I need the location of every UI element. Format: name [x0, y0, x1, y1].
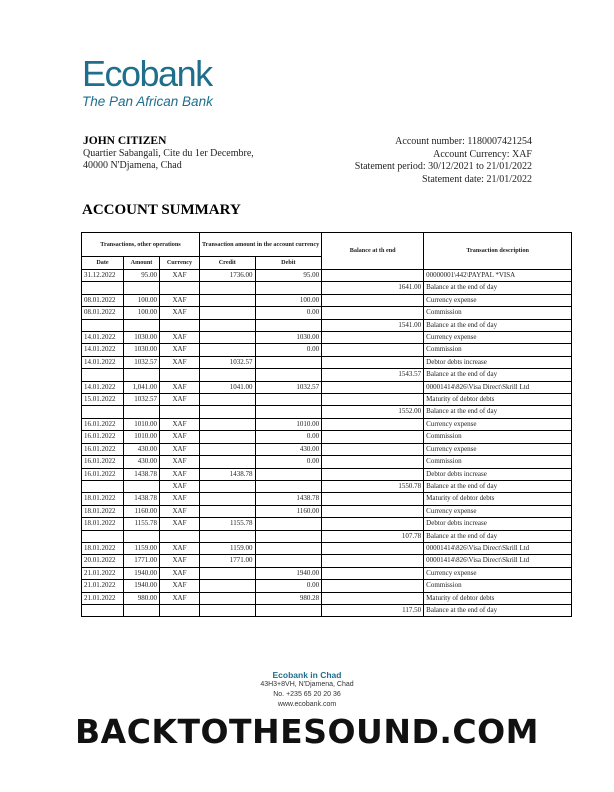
footer: [0, 670, 614, 710]
cell-date: [82, 319, 124, 331]
cell-balance: 117.50: [322, 604, 424, 616]
cell-debit: 1940.00: [255, 567, 322, 579]
cell-description: Maturity of debtor debts: [424, 592, 572, 604]
customer-name: JOHN CITIZEN: [83, 135, 167, 147]
cell-debit: [255, 406, 322, 418]
cell-credit: [200, 406, 256, 418]
cell-credit: [200, 369, 256, 381]
cell-balance: [322, 418, 424, 430]
cell-amount: [124, 604, 160, 616]
cell-description: Commission: [424, 456, 572, 468]
header-credit: Credit: [200, 257, 256, 270]
logo-wordmark: Ecobank: [82, 53, 212, 94]
cell-currency: XAF: [160, 332, 200, 344]
cell-amount: [124, 369, 160, 381]
cell-currency: XAF: [160, 344, 200, 356]
cell-credit: [200, 394, 256, 406]
cell-debit: [255, 555, 322, 567]
cell-debit: 0.00: [255, 456, 322, 468]
cell-description: Commission: [424, 431, 572, 443]
cell-amount: 1010.00: [124, 431, 160, 443]
cell-date: 14.01.2022: [82, 332, 124, 344]
cell-credit: [200, 431, 256, 443]
cell-balance: [322, 344, 424, 356]
cell-debit: 0.00: [255, 580, 322, 592]
cell-balance: [322, 505, 424, 517]
cell-credit: 1438.78: [200, 468, 256, 480]
cell-debit: 1160.00: [255, 505, 322, 517]
header-date: Date: [82, 257, 124, 270]
cell-currency: [160, 406, 200, 418]
cell-date: [82, 604, 124, 616]
cell-description: 00001414\826\Visa Direct\Skrill Ltd: [424, 555, 572, 567]
table-row: [82, 493, 572, 505]
cell-credit: [200, 418, 256, 430]
cell-balance: 1552.00: [322, 406, 424, 418]
cell-currency: [160, 282, 200, 294]
table-row: [82, 456, 572, 468]
table-row: [82, 344, 572, 356]
cell-amount: 430.00: [124, 456, 160, 468]
watermark: BACKTOTHESOUND.COM: [75, 712, 539, 751]
customer-address-line1: Quartier Sabangali, Cite du 1er Decembre,: [83, 147, 254, 159]
cell-credit: 1041.00: [200, 381, 256, 393]
cell-description: Commission: [424, 580, 572, 592]
cell-amount: [124, 406, 160, 418]
cell-description: Balance at the end of day: [424, 319, 572, 331]
cell-balance: 1550.78: [322, 480, 424, 492]
cell-date: 08.01.2022: [82, 307, 124, 319]
cell-balance: [322, 431, 424, 443]
cell-date: 14.01.2022: [82, 344, 124, 356]
cell-debit: [255, 480, 322, 492]
cell-date: 18.01.2022: [82, 493, 124, 505]
cell-description: Currency expense: [424, 443, 572, 455]
cell-date: 16.01.2022: [82, 468, 124, 480]
cell-currency: [160, 604, 200, 616]
cell-currency: XAF: [160, 443, 200, 455]
cell-description: Balance at the end of day: [424, 282, 572, 294]
cell-currency: XAF: [160, 542, 200, 554]
cell-amount: [124, 480, 160, 492]
cell-description: 00001414\826\Visa Direct\Skrill Ltd: [424, 381, 572, 393]
cell-debit: [255, 518, 322, 530]
cell-balance: [322, 456, 424, 468]
cell-date: 18.01.2022: [82, 542, 124, 554]
cell-balance: 107.78: [322, 530, 424, 542]
cell-credit: [200, 580, 256, 592]
cell-balance: [322, 270, 424, 282]
cell-credit: [200, 480, 256, 492]
cell-amount: 100.00: [124, 307, 160, 319]
cell-date: 16.01.2022: [82, 456, 124, 468]
cell-amount: 1155.78: [124, 518, 160, 530]
cell-date: 16.01.2022: [82, 418, 124, 430]
cell-currency: XAF: [160, 381, 200, 393]
account-currency: Account Currency: XAF: [433, 148, 532, 160]
cell-amount: 1032.57: [124, 356, 160, 368]
cell-debit: 0.00: [255, 431, 322, 443]
footer-bank-name: Ecobank in Chad: [272, 670, 342, 680]
cell-description: Currency expense: [424, 332, 572, 344]
cell-currency: XAF: [160, 468, 200, 480]
cell-date: 16.01.2022: [82, 443, 124, 455]
cell-balance: 1543.57: [322, 369, 424, 381]
cell-balance: [322, 381, 424, 393]
cell-description: Balance at the end of day: [424, 406, 572, 418]
cell-amount: 1160.00: [124, 505, 160, 517]
table-row: [82, 604, 572, 616]
cell-credit: [200, 567, 256, 579]
table-row: [82, 356, 572, 368]
cell-description: Balance at the end of day: [424, 604, 572, 616]
cell-description: Maturity of debtor debts: [424, 493, 572, 505]
cell-amount: 1030.00: [124, 344, 160, 356]
table-row: [82, 480, 572, 492]
table-row: [82, 270, 572, 282]
cell-date: 15.01.2022: [82, 394, 124, 406]
cell-description: Commission: [424, 307, 572, 319]
cell-credit: [200, 319, 256, 331]
cell-date: 18.01.2022: [82, 518, 124, 530]
cell-credit: 1159.00: [200, 542, 256, 554]
cell-credit: [200, 456, 256, 468]
cell-amount: [124, 319, 160, 331]
cell-balance: 1541.00: [322, 319, 424, 331]
cell-currency: XAF: [160, 480, 200, 492]
cell-amount: 1940.00: [124, 580, 160, 592]
cell-balance: [322, 592, 424, 604]
cell-description: Balance at the end of day: [424, 480, 572, 492]
cell-balance: [322, 468, 424, 480]
cell-amount: 980.00: [124, 592, 160, 604]
cell-description: Debtor debts increase: [424, 356, 572, 368]
table-row: [82, 369, 572, 381]
cell-currency: XAF: [160, 307, 200, 319]
header-amount-group: Transaction amount in the account currency: [200, 233, 322, 257]
table-row: [82, 505, 572, 517]
cell-debit: [255, 356, 322, 368]
cell-balance: [322, 307, 424, 319]
cell-debit: 0.00: [255, 307, 322, 319]
header-transactions: Transactions, other operations: [82, 233, 200, 257]
cell-debit: [255, 319, 322, 331]
cell-currency: XAF: [160, 394, 200, 406]
table-row: [82, 418, 572, 430]
cell-balance: 1641.00: [322, 282, 424, 294]
cell-description: Balance at the end of day: [424, 530, 572, 542]
cell-balance: [322, 518, 424, 530]
table-row: [82, 381, 572, 393]
header-debit: Debit: [255, 257, 322, 270]
table-row: [82, 282, 572, 294]
cell-currency: [160, 319, 200, 331]
cell-description: Currency expense: [424, 567, 572, 579]
cell-description: Currency expense: [424, 505, 572, 517]
footer-address: 43H3+8VH, N'Djamena, Chad: [260, 681, 354, 688]
cell-debit: 100.00: [255, 294, 322, 306]
cell-description: Debtor debts increase: [424, 518, 572, 530]
cell-amount: 430.00: [124, 443, 160, 455]
cell-balance: [322, 542, 424, 554]
table-row: [82, 542, 572, 554]
cell-description: Currency expense: [424, 294, 572, 306]
cell-description: Commission: [424, 344, 572, 356]
cell-date: [82, 530, 124, 542]
cell-credit: [200, 604, 256, 616]
cell-debit: 1032.57: [255, 381, 322, 393]
cell-amount: 1030.00: [124, 332, 160, 344]
cell-date: 08.01.2022: [82, 294, 124, 306]
cell-debit: [255, 468, 322, 480]
cell-credit: 1771.00: [200, 555, 256, 567]
cell-description: 00000001\442\PAYPAL *VISA: [424, 270, 572, 282]
header-currency: Currency: [160, 257, 200, 270]
cell-balance: [322, 356, 424, 368]
cell-currency: [160, 369, 200, 381]
customer-block: [83, 135, 254, 173]
logo-tagline: The Pan African Bank: [82, 94, 213, 109]
cell-balance: [322, 493, 424, 505]
cell-balance: [322, 555, 424, 567]
cell-amount: 95.00: [124, 270, 160, 282]
table-row: [82, 394, 572, 406]
footer-website: www.ecobank.com: [277, 701, 337, 708]
cell-credit: [200, 493, 256, 505]
cell-amount: 1438.78: [124, 493, 160, 505]
transactions-table: [81, 232, 572, 617]
header-balance: Balance at th end: [322, 233, 424, 270]
footer-phone: No. +235 65 20 20 36: [273, 691, 341, 698]
cell-amount: 1159.00: [124, 542, 160, 554]
cell-date: 21.01.2022: [82, 567, 124, 579]
account-number: Account number: 1180007421254: [395, 136, 532, 147]
cell-currency: XAF: [160, 270, 200, 282]
cell-balance: [322, 580, 424, 592]
cell-date: 21.01.2022: [82, 580, 124, 592]
cell-debit: 0.00: [255, 344, 322, 356]
cell-debit: 430.00: [255, 443, 322, 455]
table-row: [82, 518, 572, 530]
cell-currency: XAF: [160, 567, 200, 579]
cell-debit: 1030.00: [255, 332, 322, 344]
cell-currency: XAF: [160, 294, 200, 306]
cell-credit: [200, 592, 256, 604]
account-info: [355, 136, 532, 186]
cell-amount: 100.00: [124, 294, 160, 306]
cell-description: Balance at the end of day: [424, 369, 572, 381]
cell-description: Currency expense: [424, 418, 572, 430]
cell-balance: [322, 567, 424, 579]
cell-balance: [322, 332, 424, 344]
cell-currency: XAF: [160, 356, 200, 368]
cell-currency: XAF: [160, 505, 200, 517]
table-row: [82, 530, 572, 542]
cell-debit: [255, 530, 322, 542]
cell-date: 14.01.2022: [82, 356, 124, 368]
cell-date: 18.01.2022: [82, 505, 124, 517]
cell-currency: [160, 530, 200, 542]
table-row: [82, 592, 572, 604]
table-row: [82, 580, 572, 592]
cell-debit: 980.28: [255, 592, 322, 604]
cell-balance: [322, 394, 424, 406]
cell-date: 20.01.2022: [82, 555, 124, 567]
cell-description: Maturity of debtor debts: [424, 394, 572, 406]
table-row: [82, 468, 572, 480]
table-row: [82, 319, 572, 331]
header-description: Transaction description: [424, 233, 572, 270]
table-row: [82, 307, 572, 319]
table-row: [82, 332, 572, 344]
cell-debit: 1010.00: [255, 418, 322, 430]
cell-currency: XAF: [160, 418, 200, 430]
cell-credit: [200, 530, 256, 542]
table-row: [82, 567, 572, 579]
cell-credit: [200, 282, 256, 294]
cell-date: 16.01.2022: [82, 431, 124, 443]
table-row: [82, 443, 572, 455]
summary-title: ACCOUNT SUMMARY: [82, 202, 241, 218]
cell-debit: [255, 282, 322, 294]
table-row: [82, 555, 572, 567]
ecobank-logo: [82, 53, 213, 109]
table-row: [82, 406, 572, 418]
cell-balance: [322, 294, 424, 306]
cell-description: 00001414\826\Visa Direct\Skrill Ltd: [424, 542, 572, 554]
cell-currency: XAF: [160, 456, 200, 468]
cell-debit: 95.00: [255, 270, 322, 282]
cell-date: [82, 369, 124, 381]
cell-currency: XAF: [160, 555, 200, 567]
cell-credit: [200, 307, 256, 319]
cell-currency: XAF: [160, 518, 200, 530]
cell-date: 21.01.2022: [82, 592, 124, 604]
cell-credit: [200, 505, 256, 517]
cell-credit: [200, 332, 256, 344]
table-row: [82, 294, 572, 306]
cell-credit: 1736.00: [200, 270, 256, 282]
header-amount: Amount: [124, 257, 160, 270]
table-row: [82, 431, 572, 443]
cell-date: 14.01.2022: [82, 381, 124, 393]
cell-currency: XAF: [160, 493, 200, 505]
cell-date: [82, 282, 124, 294]
cell-description: Debtor debts increase: [424, 468, 572, 480]
cell-amount: 1438.78: [124, 468, 160, 480]
cell-credit: 1032.57: [200, 356, 256, 368]
cell-currency: XAF: [160, 580, 200, 592]
cell-debit: [255, 369, 322, 381]
cell-amount: 1032.57: [124, 394, 160, 406]
cell-balance: [322, 443, 424, 455]
customer-address-line2: 40000 N'Djamena, Chad: [83, 160, 182, 171]
cell-debit: [255, 604, 322, 616]
cell-currency: XAF: [160, 592, 200, 604]
cell-debit: 1438.78: [255, 493, 322, 505]
cell-amount: 1940.00: [124, 567, 160, 579]
cell-amount: 1010.00: [124, 418, 160, 430]
cell-debit: [255, 394, 322, 406]
cell-credit: [200, 294, 256, 306]
statement-period: Statement period: 30/12/2021 to 21/01/2022: [354, 161, 532, 172]
cell-credit: [200, 344, 256, 356]
cell-amount: [124, 282, 160, 294]
statement-date: Statement date: 21/01/2022: [422, 173, 532, 185]
cell-amount: [124, 530, 160, 542]
cell-credit: [200, 443, 256, 455]
cell-amount: 1,041.00: [124, 381, 160, 393]
cell-currency: XAF: [160, 431, 200, 443]
cell-credit: 1155.78: [200, 518, 256, 530]
cell-date: [82, 406, 124, 418]
cell-debit: [255, 542, 322, 554]
cell-date: [82, 480, 124, 492]
cell-amount: 1771.00: [124, 555, 160, 567]
cell-date: 31.12.2022: [82, 270, 124, 282]
